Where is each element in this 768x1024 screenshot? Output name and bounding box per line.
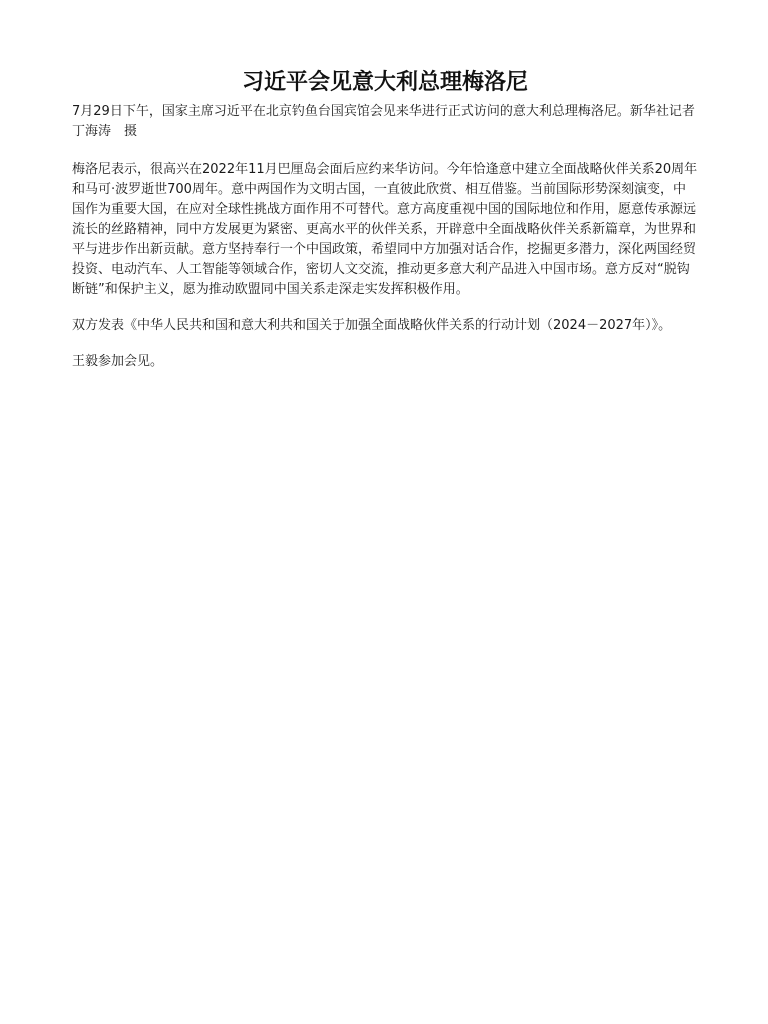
article-title: 习近平会见意大利总理梅洛尼	[241, 70, 528, 95]
photo-caption: 7月29日下午，国家主席习近平在北京钓鱼台国宾馆会见来华进行正式访问的意大利总理梅洛尼。新华社记者 丁海涛 摄	[72, 104, 708, 139]
article-paragraph-1: 梅洛尼表示，很高兴在2022年11月巴厘岛会面后应约来华访问。今年恰逢意中建立全面战略伙伴关系20周年和马可·波罗逝世700周年。意中两国作为文明古国，一直彼此欣赏、相互借鉴。当前国际形势深刻演变，中国作为重要大国，在应对全球性挑战方面作用不可替代。意方高度重视中国的国际地位和作用，愿意传承源远流长的丝路精神，同中方发展更为紧密、更高水平的伙伴关系，开辟意中全面战略伙伴关系新篇章，为世界和平与进步作出新贡献。意方坚持奉行一个中国政策，希望同中方加强对话合作，挖掘更多潜力，深化两国经贸投资、电动汽车、人工智能等领域合作，密切人文交流，推动更多意大利产品进入中国市场。意方反对“脱钩断链”和保护主义，愿为推动欧盟同中国关系走深走实发挥积极作用。	[72, 162, 698, 297]
article-paragraph-2: 双方发表《中华人民共和国和意大利共和国关于加强全面战略伙伴关系的行动计划（2024－2027年）》。	[72, 318, 672, 333]
article	[72, 66, 708, 372]
article-paragraph-3: 王毅参加会见。	[72, 354, 164, 369]
